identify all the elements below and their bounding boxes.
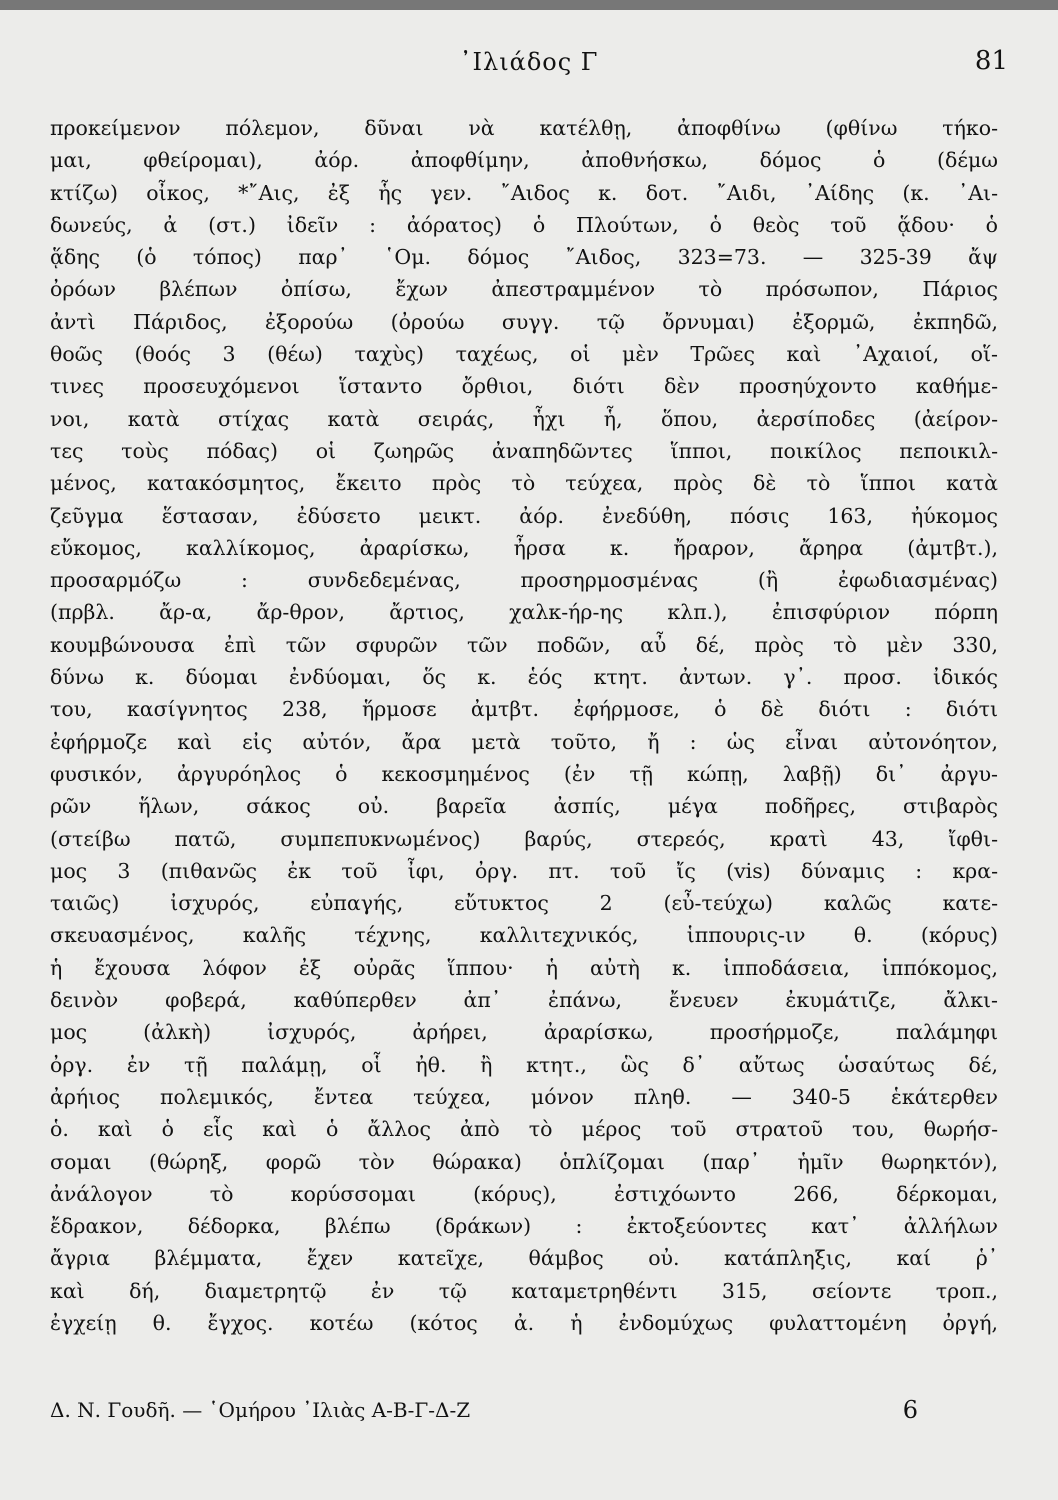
running-header xyxy=(40,42,1018,82)
text-line: του, κασίγνητος 238, ἥρμοσε ἀμτβτ. ἐφήρμοσε, ὁ δὲ διότι : διότι xyxy=(50,697,998,722)
text-line: δύνω κ. δύομαι ἐνδύομαι, ὅς κ. ἑός κτητ. ἀντων. γ᾿. προσ. ἰδικός xyxy=(50,665,998,690)
text-line: μένος, κατακόσμητος, ἔκειτο πρὸς τὸ τεύχεα, πρὸς δὲ τὸ ἵπποι κατὰ xyxy=(50,471,998,496)
text-line: ἐγχείῃ θ. ἔγχος. κοτέω (κότος ἀ. ἡ ἐνδομύχως φυλαττομένη ὀργή, xyxy=(50,1310,998,1335)
text-line: τες τοὺς πόδας) οἱ ζωηρῶς ἀναπηδῶντες ἵπποι, ποικίλος πεποικιλ- xyxy=(50,438,998,463)
text-line: ἡ ἔχουσα λόφον ἐξ οὐρᾶς ἵππου· ἡ αὐτὴ κ. ἱπποδάσεια, ἱππόκομος, xyxy=(50,955,998,980)
text-line: ὀρόων βλέπων ὀπίσω, ἔχων ἀπεστραμμένον τὸ πρόσωπον, Πάριος xyxy=(50,277,998,302)
text-line: τινες προσευχόμενοι ἵσταντο ὄρθιοι, διότι δὲν προσηύχοντο καθήμε- xyxy=(50,374,998,399)
page-footer xyxy=(50,1392,918,1428)
text-line: νοι, κατὰ στίχας κατὰ σειράς, ἧχι ἧ, ὅπου, ἀερσίποδες (ἀείρον- xyxy=(50,406,998,431)
text-line: κτίζω) οἶκος, *῎Αις, ἐξ ἧς γεν. ῎Αιδος κ. δοτ. ῎Αιδι, ᾿Αίδης (κ. ᾿Αι- xyxy=(50,180,998,205)
text-line: ταιῶς) ἰσχυρός, εὐπαγής, εὔτυκτος 2 (εὖ-τεύχω) καλῶς κατε- xyxy=(50,891,998,916)
text-line: ὁ. καὶ ὁ εἷς καὶ ὁ ἄλλος ἀπὸ τὸ μέρος τοῦ στρατοῦ του, θωρήσ- xyxy=(50,1117,998,1142)
text-line: ἐφήρμοζε καὶ εἰς αὐτόν, ἄρα μετὰ τοῦτο, ἤ : ὡς εἶναι αὐτονόητον, xyxy=(50,729,998,754)
text-line: δεινὸν φοβερά, καθύπερθεν ἀπ᾿ ἐπάνω, ἔνευεν ἐκυμάτιζε, ἄλκι- xyxy=(50,988,998,1013)
text-line: ἀνάλογον τὸ κορύσσομαι (κόρυς), ἐστιχόωντο 266, δέρκομαι, xyxy=(50,1181,998,1206)
page-edge xyxy=(0,0,1058,10)
text-line: εὔκομος, καλλίκομος, ἀραρίσκω, ἦρσα κ. ἤραρον, ἄρηρα (ἀμτβτ.), xyxy=(50,535,998,560)
running-title: ᾿Ιλιάδος Γ xyxy=(459,48,599,76)
text-line: ζεῦγμα ἕστασαν, ἐδύσετο μεικτ. ἀόρ. ἐνεδύθη, πόσις 163, ἠύκομος xyxy=(50,503,998,528)
text-line: (πρβλ. ἄρ-α, ἄρ-θρον, ἄρτιος, χαλκ-ήρ-ης κλπ.), ἐπισφύριον πόρπη xyxy=(50,600,998,625)
text-line: μος 3 (πιθανῶς ἐκ τοῦ ἶφι, ὀργ. πτ. τοῦ ἴς (vis) δύναμις : κρα- xyxy=(50,858,998,883)
text-line: ἔδρακον, δέδορκα, βλέπω (δράκων) : ἐκτοξεύοντες κατ᾿ ἀλλήλων xyxy=(50,1214,998,1239)
text-line: ἄγρια βλέμματα, ἔχεν κατεῖχε, θάμβος οὐ. κατάπληξις, καί ῥ᾿ xyxy=(50,1246,998,1271)
text-line: μαι, φθείρομαι), ἀόρ. ἀποφθίμην, ἀποθνήσκω, δόμος ὁ (δέμω xyxy=(50,148,998,173)
text-line: δωνεύς, ἀ (στ.) ἰδεῖν : ἀόρατος) ὁ Πλούτων, ὁ θεὸς τοῦ ᾅδου· ὁ xyxy=(50,212,998,237)
text-line: θοῶς (θοός 3 (θέω) ταχὺς) ταχέως, οἱ μὲν Τρῶες καὶ ᾿Αχαιοί, οἵ- xyxy=(50,342,998,367)
page-number: 81 xyxy=(974,46,1008,76)
text-line: προσαρμόζω : συνδεδεμένας, προσηρμοσμένας (ἢ ἐφωδιασμένας) xyxy=(50,568,998,593)
text-line: ρῶν ἥλων, σάκος οὐ. βαρεῖα ἀσπίς, μέγα ποδῆρες, στιβαρὸς xyxy=(50,794,998,819)
text-line: προκείμενον πόλεμον, δῦναι νὰ κατέλθῃ, ἀποφθίνω (φθίνω τήκο- xyxy=(50,116,998,140)
text-line: (στείβω πατῶ, συμπεπυκνωμένος) βαρύς, στερεός, κρατὶ 43, ἴφθι- xyxy=(50,826,998,851)
text-line: φυσικόν, ἀργυρόηλος ὁ κεκοσμημένος (ἐν τῇ κώπῃ, λαβῇ) δι᾿ ἀργυ- xyxy=(50,761,998,786)
text-line: σομαι (θώρηξ, φορῶ τὸν θώρακα) ὁπλίζομαι (παρ᾿ ἡμῖν θωρηκτόν), xyxy=(50,1149,998,1174)
text-line: καὶ δή, διαμετρητῷ ἐν τῷ καταμετρηθέντι 315, σείοντε τροπ., xyxy=(50,1278,998,1303)
text-line: ἀρήιος πολεμικός, ἔντεα τεύχεα, μόνον πληθ. — 340-5 ἑκάτερθεν xyxy=(50,1084,998,1109)
footer-signature: Δ. Ν. Γουδῆ. — ῾Ομήρου ᾿Ιλιὰς Α-Β-Γ-Δ-Ζ xyxy=(50,1398,471,1422)
text-line: ᾅδης (ὁ τόπος) παρ᾿ ῾Ομ. δόμος ῎Αιδος, 323=73. — 325-39 ἄψ xyxy=(50,245,998,270)
text-line: ἀντὶ Πάριδος, ἐξορούω (ὀρούω συγγ. τῷ ὄρνυμαι) ἐξορμῶ, ἐκπηδῶ, xyxy=(50,309,998,334)
text-line: σκευασμένος, καλῆς τέχνης, καλλιτεχνικός, ἱππουρις-ιν θ. (κόρυς) xyxy=(50,923,998,948)
footer-sheet-number: 6 xyxy=(902,1396,918,1424)
text-line: μος (ἀλκὴ) ἰσχυρός, ἀρήρει, ἀραρίσκω, προσήρμοζε, παλάμηφι xyxy=(50,1020,998,1045)
text-line: κουμβώνουσα ἐπὶ τῶν σφυρῶν τῶν ποδῶν, αὖ δέ, πρὸς τὸ μὲν 330, xyxy=(50,632,998,657)
text-line: ὀργ. ἐν τῇ παλάμῃ, οἷ ἠθ. ἢ κτητ., ὣς δ᾿ αὔτως ὡσαύτως δέ, xyxy=(50,1052,998,1077)
commentary-text xyxy=(50,112,998,1339)
